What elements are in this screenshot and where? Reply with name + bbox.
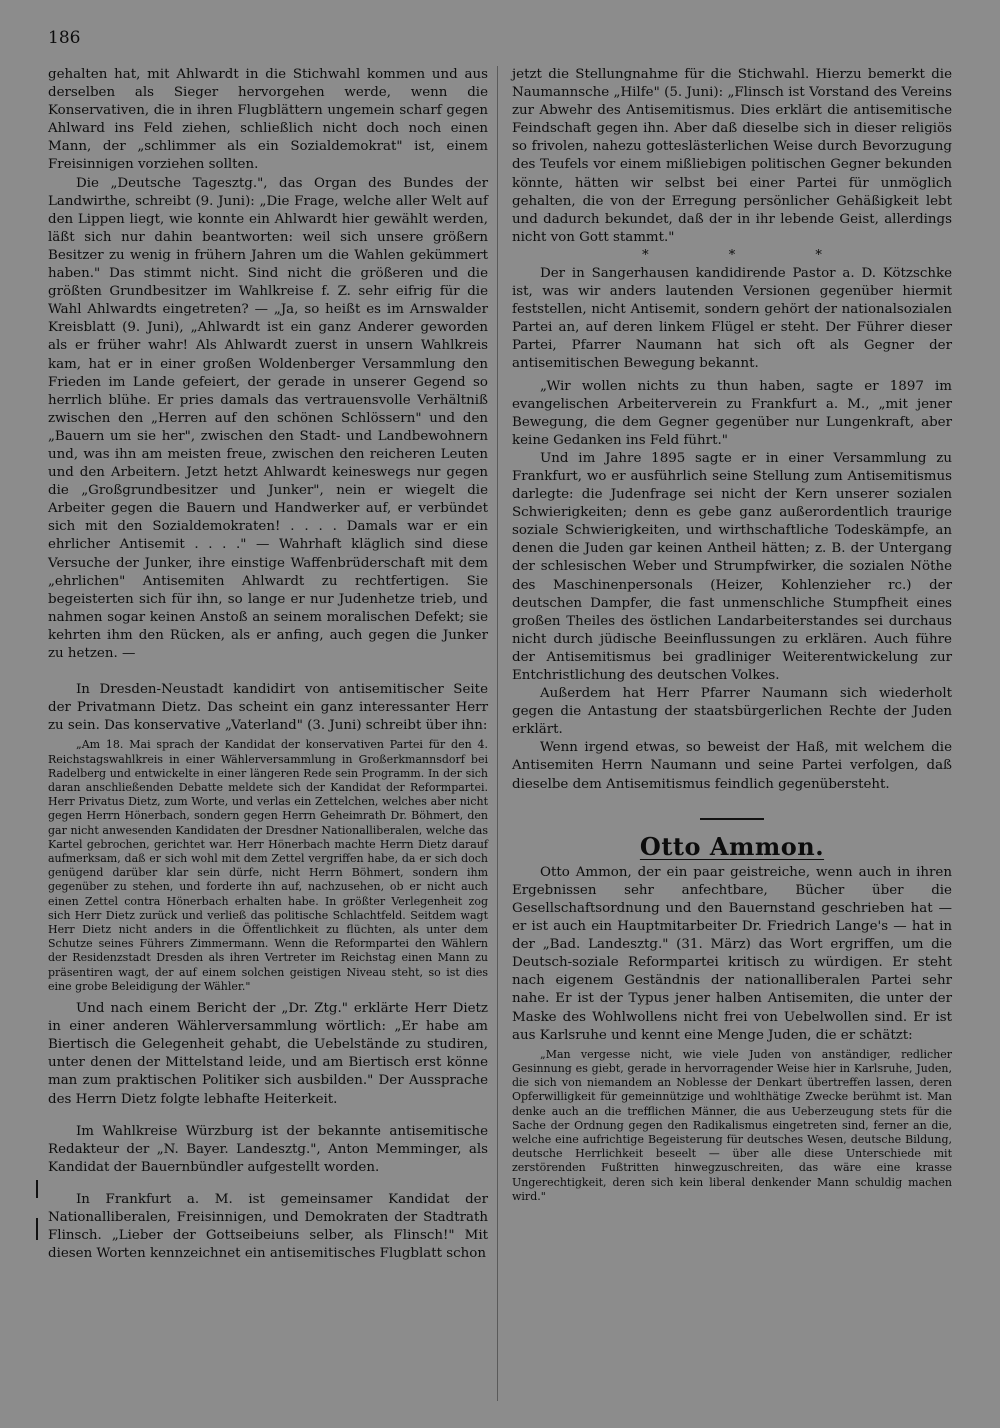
paragraph: jetzt die Stellungnahme für die Stichwahl. Hierzu bemerkt die Naumannsche „Hilfe" (5. Juni): „Flinsch ist Vorstand des Vereins zur Abwehr des Antisemitismus. Dies erklärt die antisemitische Feindschaft gegen ihn. Aber daß dieselbe sich in dieser religiös so frivolen, nahezu gotteslästerlichen Weise durch Bevorzugung des Teufels vor einem mißliebigen politischen Gegner bekunden könnte, hätten wir selbst bei einer Partei für unmöglich gehalten, die von der Erregung persönlicher Gehäßigkeit lebt und dadurch bekundet, daß der in ihr lebende Geist, allerdings nicht von Gott stammt." xyxy=(512,67,952,245)
paragraph: gehalten hat, mit Ahlwardt in die Stichwahl kommen und aus derselben als Sieger hervorgehen werde, wenn die Konservativen, die in ihren Flugblättern ungemein scharf gegen Ahlward ins Feld ziehen, schließlich nicht doch noch einen Mann, der „schlimmer als ein Sozialdemokrat" ist, einem Freisinnigen vorziehen sollten. xyxy=(48,67,488,173)
section-rule xyxy=(700,818,764,820)
paragraph: Und im Jahre 1895 sagte er in einer Versammlung zu Frankfurt, wo er ausführlich seine Stellung zum Antisemitismus darlegte: die Judenfrage sei nicht der Kern unserer sozialen Schwierigkeiten; denn es gebe ganz außerordentlich traurige soziale Schwierigkeiten, und wirthschaftliche Todeskämpfe, an denen die Juden gar keinen Antheil hätten; z. B. der Untergang der schlesischen Weber und Strumpfwirker, die sozialen Nöthe des Maschinenpersonals (Heizer, Kohlenzieher rc.) der deutschen Dampfer, die fast unmenschliche Stumpfheit eines großen Theiles des östlichen Landarbeiterstandes sei durchaus nicht durch jüdische Beeinflussungen zu erklären. Auch führe der Antisemitismus bei gradliniger Weiterentwickelung zur Entchristlichung des deutschen Volkes. xyxy=(512,450,952,683)
margin-mark xyxy=(36,1180,38,1198)
right-column xyxy=(512,66,952,1210)
star: * xyxy=(642,247,649,263)
page-number: 186 xyxy=(48,28,81,48)
star: * xyxy=(815,247,822,263)
margin-mark xyxy=(36,1218,38,1240)
block-quote: „Am 18. Mai sprach der Kandidat der konservativen Partei für den 4. Reichstagswahlkreis in einer Wählerversammlung in Großerkmannsdorf bei Radelberg und entwickelte in einer längeren Rede sein Programm. In der sich daran anschließenden Debatte meldete sich der Kandidat der Reformpartei. Herr Privatus Dietz, zum Worte, und verlas ein Zettelchen, welches aber nicht gegen Herrn Hönerbach, sondern gegen Herrn Geheimrath Dr. Böhmert, den gar nicht anwesenden Kandidaten der Dresdner Nationalliberalen, welche das Kartel gebrochen, gerichtet war. Herr Hönerbach machte Herrn Dietz darauf aufmerksam, daß er sich wohl mit dem Zettel vergriffen habe, da er sich doch genügend darüber klar sein dürfe, nicht Herrn Böhmert, sondern ihm gegenüber zu stehen, und forderte ihn auf, nachzusehen, ob er nicht auch einen Zettel contra Hönerbach erhalten habe. In größter Verlegenheit zog sich Herr Dietz zurück und verließ das politische Schlachtfeld. Seitdem wagt Herr Dietz nicht anders in die Öffentlichkeit zu flüchten, als unter dem Schutze seines Führers Zimmermann. Wenn die Reformpartei den Wählern der Residenzstadt Dresden als ihren Vertreter im Reichstag einen Mann zu präsentiren wagt, der auf einem solchen geistigen Niveau steht, so ist dies eine grobe Beleidigung der Wähler." xyxy=(48,738,488,993)
paragraph: „Wir wollen nichts zu thun haben, sagte er 1897 im evangelischen Arbeiterverein zu Frankfurt a. M., „mit jener Bewegung, die dem Gegner gegenüber nur Lungenkraft, aber keine Gedanken ins Feld führt." xyxy=(512,378,952,448)
paragraph: Wenn irgend etwas, so beweist der Haß, mit welchem die Antisemiten Herrn Naumann und seine Partei verfolgen, daß dieselbe dem Antisemitismus feindlich gegenübersteht. xyxy=(512,740,952,792)
paragraph: Der in Sangerhausen kandidirende Pastor a. D. Kötzschke ist, was wir anders lautenden Versionen gegenüber hiermit feststellen, nicht Antisemit, sondern gehört der nationalsozialen Partei an, auf deren linkem Flügel er steht. Der Führer dieser Partei, Pfarrer Naumann hat sich oft als Gegner der antisemitischen Bewegung bekannt. xyxy=(512,265,952,372)
paragraph: Außerdem hat Herr Pfarrer Naumann sich wiederholt gegen die Antastung der staatsbürgerlichen Rechte der Juden erklärt. xyxy=(512,686,952,738)
paragraph: Und nach einem Bericht der „Dr. Ztg." erklärte Herr Dietz in einer anderen Wählerversammlung wörtlich: „Er habe am Biertisch die Gelegenheit gehabt, die Uebelstände zu studiren, unter denen der Mittelstand leide, und am Biertisch erst könne man zum praktischen Politiker sich ausbilden." Der Aussprache des Herrn Dietz folgte lebhafte Heiterkeit. xyxy=(48,1001,488,1107)
paragraph: Die „Deutsche Tagesztg.", das Organ des Bundes der Landwirthe, schreibt (9. Juni): „Die Frage, welche aller Welt auf den Lippen liegt, wie konnte ein Ahlwardt hier gewählt werden, läßt sich nur dahin beantworten: weil sich unsere größern Besitzer zu wenig in frühern Jahren um die Wahlen gekümmert haben." Das stimmt nicht. Sind nicht die größeren und die größten Grundbesitzer im Wahlkreise f. Z. sehr eifrig für die Wahl Ahlwardts eingetreten? — „Ja, so heißt es im Arnswalder Kreisblatt (9. Juni), „Ahlwardt ist ein ganz Anderer geworden als er früher wahr! Als Ahlwardt zuerst in unsern Wahlkreis kam, hat er in einer großen Woldenberger Versammlung den Frieden im Lande gefeiert, der gerade in unserer Gegend so herrlich blühe. Er pries damals das vertrauensvolle Verhältniß zwischen den „Herren auf den schönen Schlössern" und den „Bauern um sie her", zwischen den Stadt- und Landbewohnern und, was ihn am meisten freue, zwischen den reicheren Leuten und den Arbeitern. Jetzt hetzt Ahlwardt keineswegs nur gegen die „Großgrundbesitzer und Junker", nein er wiegelt die Arbeiter gegen die Bauern und Handwerker auf, er verbündet sich mit den Sozialdemokraten! . . . . Damals war er ein ehrlicher Antisemit . . . ." — Wahrhaft kläglich sind diese Versuche der Junker, ihre einstige Waffenbrüderschaft mit dem „ehrlichen" Antisemiten Ahlwardt zu rechtfertigen. Sie begeisterten sich für ihn, so lange er nur Judenhetze trieb, und nahmen sogar keinen Anstoß an seinem moralischen Defekt; sie kehrten ihm den Rücken, als er anfing, auch gegen die Junker zu hetzen. — xyxy=(48,175,488,661)
left-column xyxy=(48,66,488,1263)
section-separator-stars xyxy=(512,247,952,265)
paragraph: Im Wahlkreise Würzburg ist der bekannte antisemitische Redakteur der „N. Bayer. Landesztg.", Anton Memminger, als Kandidat der Bauernbündler aufgestellt worden. xyxy=(48,1123,488,1175)
paragraph: In Dresden-Neustadt kandidirt von antisemitischer Seite der Privatmann Dietz. Das scheint ein ganz interessanter Herr zu sein. Das konservative „Vaterland" (3. Juni) schreibt über ihn: xyxy=(48,682,488,734)
section-heading: Otto Ammon. xyxy=(639,831,825,861)
column-divider xyxy=(497,66,498,1401)
block-quote: „Man vergesse nicht, wie viele Juden von anständiger, redlicher Gesinnung es giebt, gerade in hervorragender Weise hier in Karlsruhe, Juden, die sich von niemandem an Noblesse der Denkart übertreffen lassen, deren Opferwilligkeit für gemeinnützige und wohlthätige Zwecke berühmt ist. Man denke auch an die trefflichen Männer, die aus Ueberzeugung stets für die Sache der Ordnung gegen den Radikalismus eingetreten sind, ferner an die, welche eine aufrichtige Begeisterung für deutsches Wesen, deutsche Bildung, deutsche Herrlichkeit beseelt — über alle diese Unterschiede mit zerstörenden Fußtritten hinwegzuschreiten, das wäre eine krasse Ungerechtigkeit, deren sich kein liberal denkender Mann schuldig machen wird." xyxy=(512,1047,952,1203)
paragraph: In Frankfurt a. M. ist gemeinsamer Kandidat der Nationalliberalen, Freisinnigen, und Demokraten der Stadtrath Flinsch. „Lieber der Gottseibeiuns selber, als Flinsch!" Mit diesen Worten kennzeichnet ein antisemitisches Flugblatt schon xyxy=(48,1191,488,1262)
paragraph: Otto Ammon, der ein paar geistreiche, wenn auch in ihren Ergebnissen sehr anfechtbare, Bücher über die Gesellschaftsordnung und den Bauernstand geschrieben hat — er ist auch ein Hauptmitarbeiter Dr. Friedrich Lange's — hat in der „Bad. Landesztg." (31. März) das Wort ergriffen, um die Deutsch-soziale Reformpartei kritisch zu würdigen. Er steht nach eigenem Geständnis der nationalliberalen Partei sehr nahe. Er ist der Typus jener halben Antisemiten, die unter der Maske des Wohlwollens nicht frei von Uebelwollen sind. Er ist aus Karlsruhe und kennt eine Menge Juden, die er schätzt: xyxy=(512,864,952,1043)
star: * xyxy=(728,247,736,263)
